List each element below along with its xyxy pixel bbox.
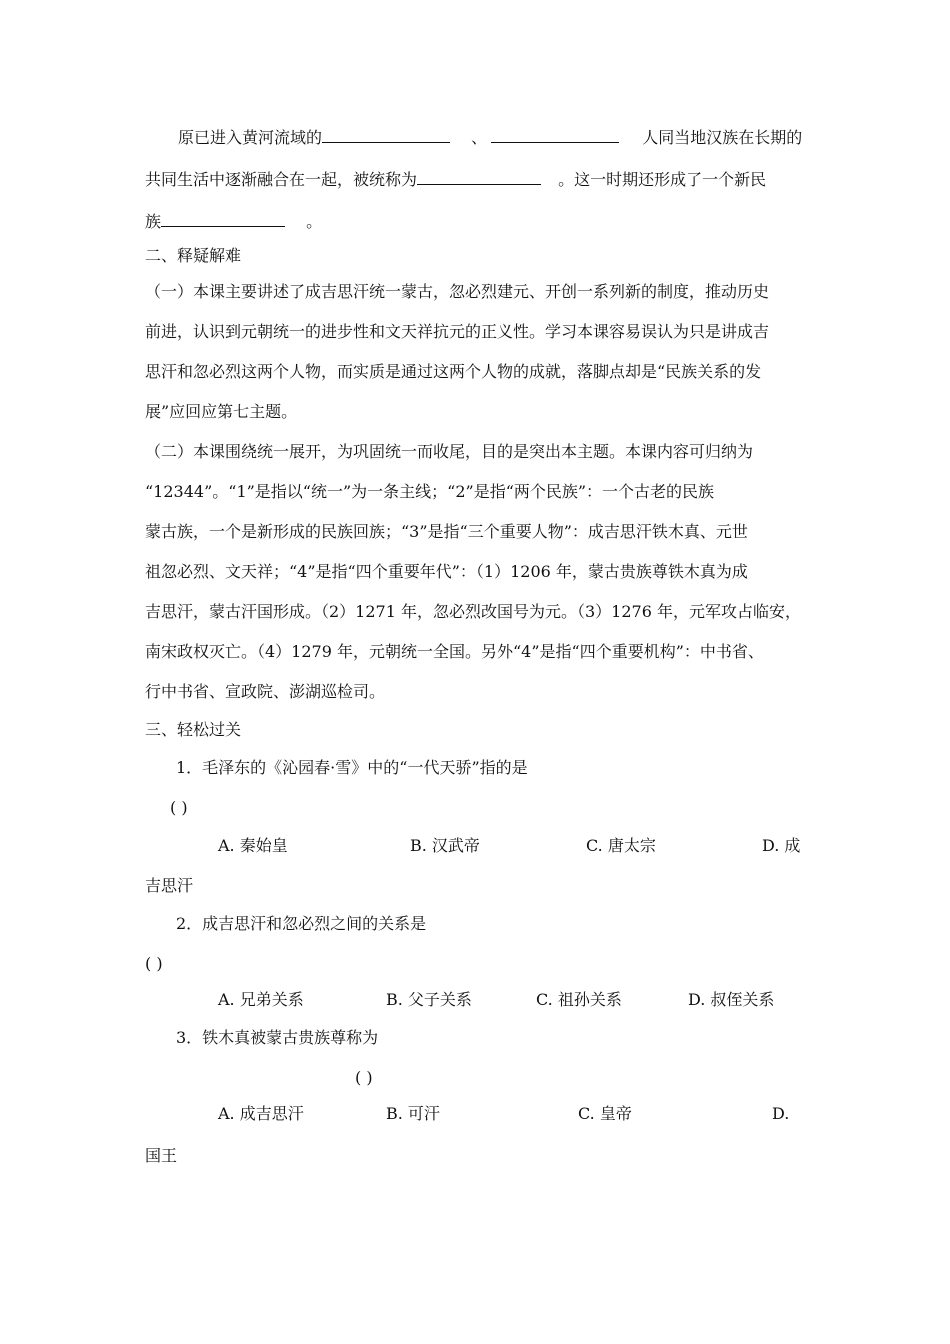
section-heading-3: 三、轻松过关	[145, 720, 242, 739]
fill-line-3	[145, 210, 322, 234]
question-1-answer-paren[interactable]: ( )	[170, 798, 188, 817]
section-heading-2: 二、释疑解难	[145, 246, 242, 265]
fill-line-1-post: 人同当地汉族在长期的	[642, 128, 803, 147]
answer-blank-4[interactable]	[161, 210, 285, 227]
question-2-option-b[interactable]: B. 父子关系	[386, 990, 472, 1009]
question-3-option-c[interactable]: C. 皇帝	[578, 1104, 632, 1123]
paragraph-2-line: （二）本课围绕统一展开，为巩固统一而收尾，目的是突出本主题。本课内容可归纳为	[145, 442, 754, 461]
question-1-option-d-cont: 吉思汗	[145, 876, 194, 895]
paragraph-2-line: “12344”。“1”是指以“统一”为一条主线；“2”是指“两个民族”：一个古老的民族	[145, 482, 715, 501]
question-1-option-b[interactable]: B. 汉武帝	[410, 836, 480, 855]
answer-blank-3[interactable]	[417, 168, 541, 185]
question-3-option-a[interactable]: A. 成吉思汗	[218, 1104, 304, 1123]
question-3-stem: 3．铁木真被蒙古贵族尊称为	[176, 1028, 379, 1047]
question-1-option-c[interactable]: C. 唐太宗	[586, 836, 656, 855]
question-2-option-d[interactable]: D. 叔侄关系	[688, 990, 775, 1009]
fill-line-2-post: 。这一时期还形成了一个新民	[558, 170, 767, 189]
fill-line-2-pre: 共同生活中逐渐融合在一起，被统称为	[145, 170, 418, 189]
paragraph-1-line: 前进，认识到元朝统一的进步性和文天祥抗元的正义性。学习本课容易误认为只是讲成吉	[145, 322, 770, 341]
question-1-option-d[interactable]: D. 成	[762, 836, 801, 855]
fill-line-3-post: 。	[306, 212, 323, 231]
fill-line-2	[145, 168, 766, 192]
fill-line-1-sep: 、	[471, 128, 488, 147]
question-1-option-a[interactable]: A. 秦始皇	[218, 836, 288, 855]
question-2-answer-paren[interactable]: ( )	[145, 954, 163, 973]
paragraph-1-line: 展”应回应第七主题。	[145, 402, 298, 421]
fill-line-3-pre: 族	[145, 212, 162, 231]
question-3-answer-paren[interactable]: ( )	[355, 1068, 373, 1087]
question-1-stem: 1．毛泽东的《沁园春·雪》中的“一代天骄”指的是	[176, 758, 528, 777]
fill-line-1	[178, 126, 802, 150]
paragraph-1-line: 思汗和忽必烈这两个人物，而实质是通过这两个人物的成就，落脚点却是“民族关系的发	[145, 362, 762, 381]
paragraph-2-line: 吉思汗，蒙古汗国形成。（2）1271 年，忽必烈改国号为元。（3）1276 年，元军攻占临安，	[145, 602, 801, 621]
question-3-option-d-cont: 国王	[145, 1146, 178, 1165]
question-2-stem: 2．成吉思汗和忽必烈之间的关系是	[176, 914, 427, 933]
question-3-option-d[interactable]: D.	[772, 1104, 790, 1123]
paragraph-2-line: 南宋政权灭亡。（4）1279 年，元朝统一全国。另外“4”是指“四个重要机构”：中书省、	[145, 642, 764, 661]
answer-blank-2[interactable]	[491, 126, 619, 143]
question-2-option-c[interactable]: C. 祖孙关系	[536, 990, 622, 1009]
paragraph-1-line: （一）本课主要讲述了成吉思汗统一蒙古，忽必烈建元、开创一系列新的制度，推动历史	[145, 282, 770, 301]
question-3-option-b[interactable]: B. 可汗	[386, 1104, 440, 1123]
answer-blank-1[interactable]	[322, 126, 450, 143]
paragraph-2-line: 祖忽必烈、文天祥；“4”是指“四个重要年代”：（1）1206 年，蒙古贵族尊铁木真为成	[145, 562, 748, 581]
question-2-option-a[interactable]: A. 兄弟关系	[218, 990, 304, 1009]
paragraph-2-line: 蒙古族，一个是新形成的民族回族；“3”是指“三个重要人物”：成吉思汗铁木真、元世	[145, 522, 748, 541]
paragraph-2-line: 行中书省、宣政院、澎湖巡检司。	[145, 682, 386, 701]
fill-line-1-pre: 原已进入黄河流域的	[178, 128, 323, 147]
